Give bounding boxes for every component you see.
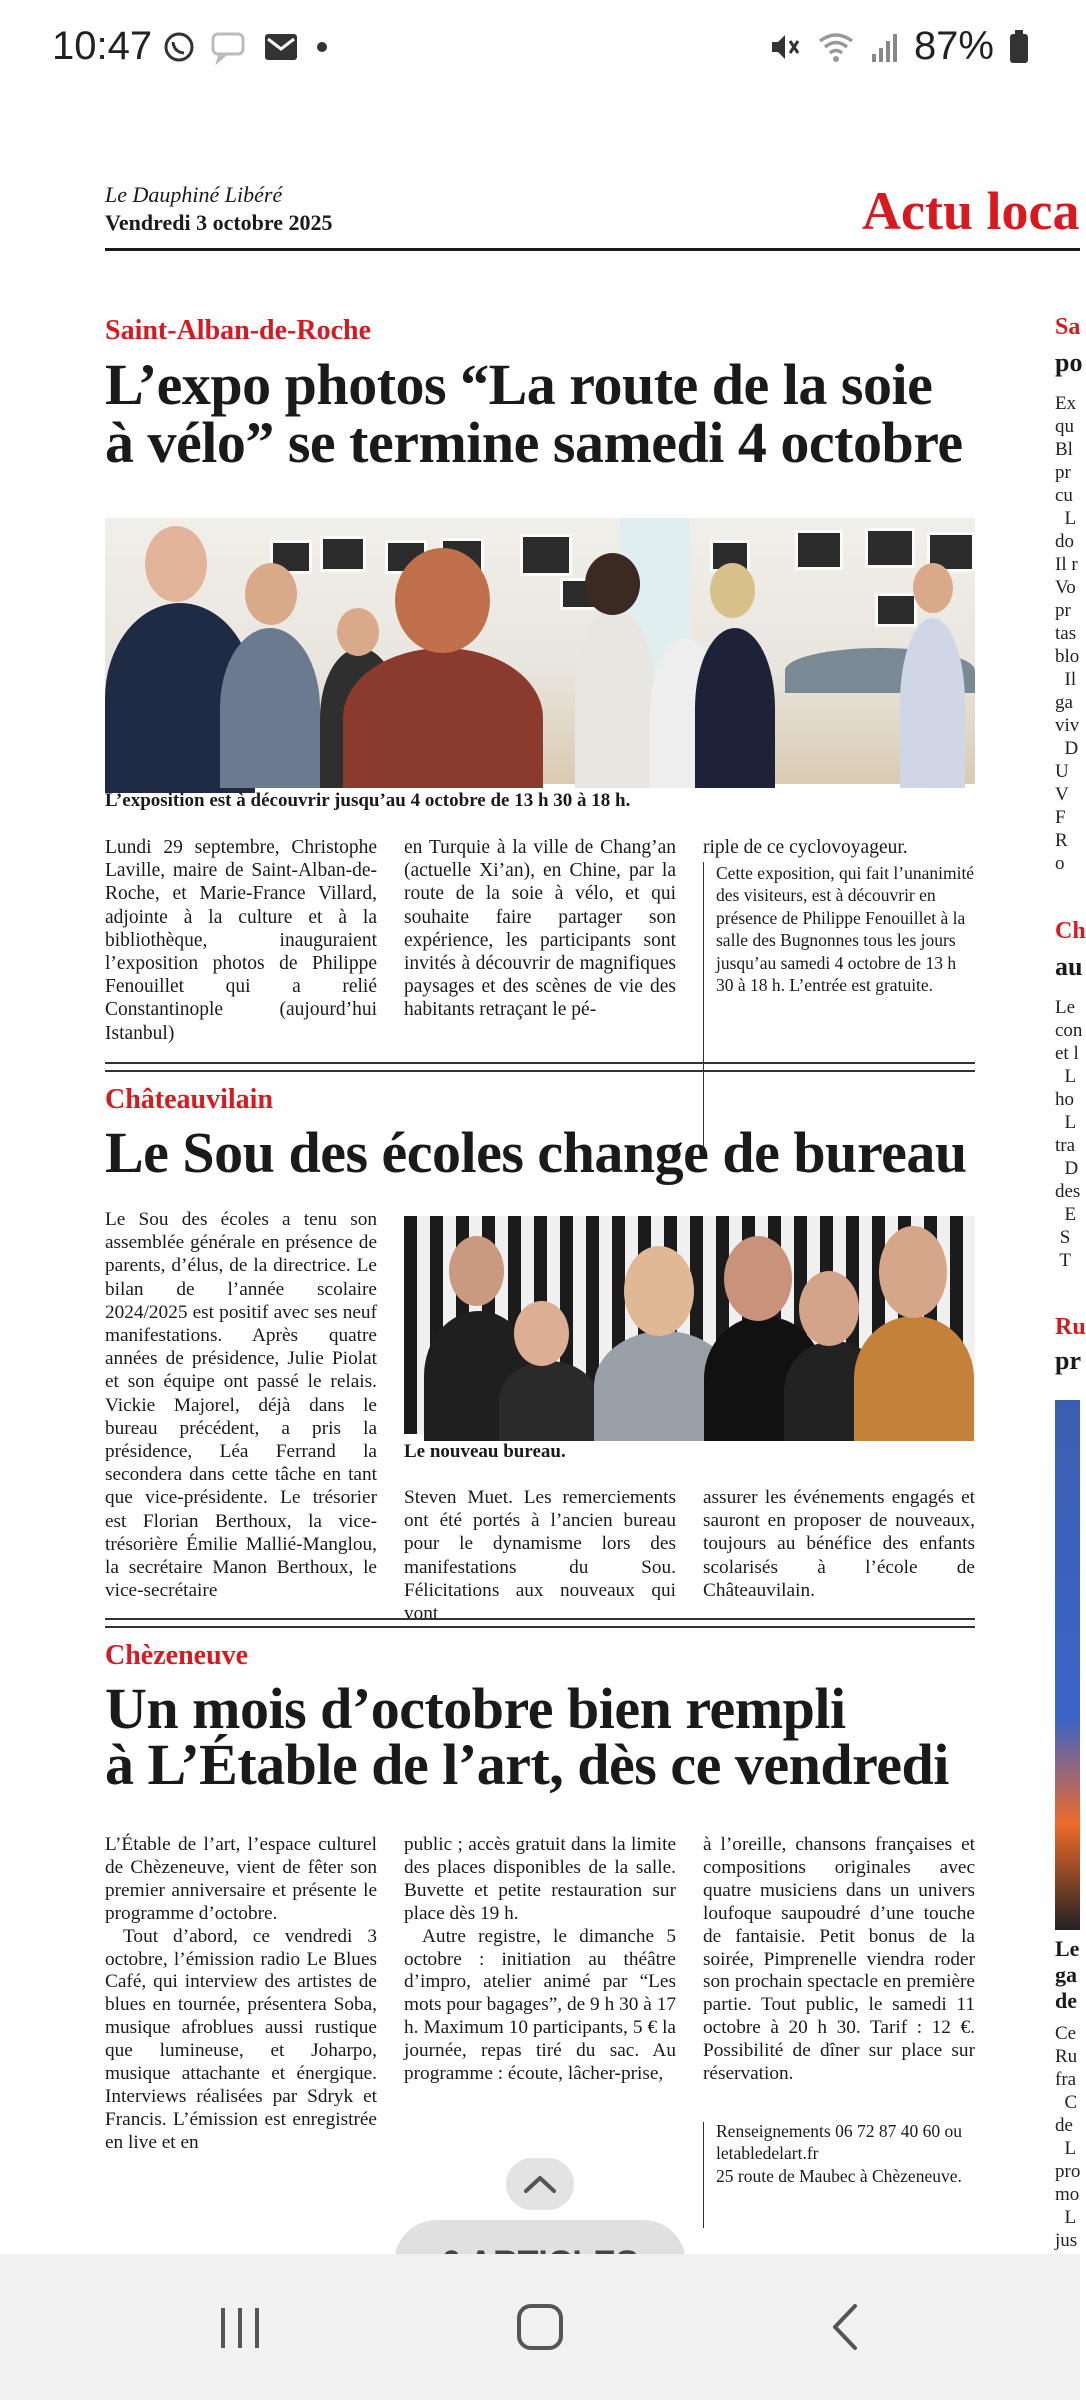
exhibition-photo [105, 518, 975, 784]
article-headline-line1: Un mois d’octobre bien rempli [105, 1676, 846, 1741]
strip-photo [1055, 1400, 1080, 1930]
expand-articles-button[interactable] [506, 2158, 574, 2210]
home-icon [515, 2302, 565, 2352]
article-kicker: Châteauvilain [105, 1084, 274, 1115]
article-headline-line2: à vélo” se termine samedi 4 octobre [105, 410, 963, 475]
publication-name: Le Dauphiné Libéré [105, 182, 283, 207]
battery-percent: 87% [913, 24, 994, 68]
info-box: Renseignements 06 72 87 40 60 ou letabledelart.fr 25 route de Maubec à Chèzeneuve. [716, 2121, 962, 2186]
article-column: Steven Muet. Les remerciements ont été portés à l’ancien bureau pour le dynamisme lors des manifestations du Sou. Félicitations aux nouveaux qui vont [404, 1487, 676, 1625]
section-divider [105, 1062, 975, 1072]
chevron-up-icon [522, 2173, 558, 2195]
article-column: L’Étable de l’art, l’espace culturel de Chèzeneuve, vient de fêter son premier anniversaire et présente le programme d’octobre. Tout d’abord, ce vendredi 3 octobre, l’émission radio Le Blues Café, qui interview des artistes de blues en tournée, présentera Soba, musique afroblues aussi rustique que lumineuse, et Joharpo, musique attachante et énergique. Interviews réalisées par Sdryk et Francis. L’émission est enregistrée en live et en [105, 1834, 377, 2153]
column-rule [703, 2122, 704, 2228]
system-icons [766, 24, 1030, 69]
notification-icons [162, 30, 330, 64]
article-headline: Le Sou des écoles change de bureau [105, 1120, 967, 1185]
status-time: 10:47 [52, 24, 153, 68]
back-icon [821, 2302, 871, 2352]
mail-icon [262, 30, 300, 64]
article-column: Lundi 29 septembre, Christophe Laville, maire de Saint-Alban-de-Roche, et Marie-France Villard, adjointe à la culture et à la bibliothèque, inauguraient l’exposition photos de Philippe Fenouillet qui a relié Constantinople (aujourd’hui Istanbul) [105, 837, 377, 1044]
back-button[interactable] [806, 2294, 886, 2360]
article-column: en Turquie à la ville de Chang’an (actuelle Xi’an), en Chine, par la route de la soie à vélo, et qui souhaite faire partager son expérience, les participants sont invités à découvrir de magnifiques paysages et des scènes de vie des habitants retraçant le pé- [404, 837, 676, 1021]
article-column: assurer les événements engagés et sauront en proposer de nouveaux, toujours au bénéfice des enfants scolarisés à l’école de Châteauvilain. [703, 1487, 975, 1601]
signal-icon [870, 30, 900, 64]
photo-caption: L’exposition est à découvrir jusqu’au 4 octobre de 13 h 30 à 18 h. [105, 790, 631, 811]
publication-date: Vendredi 3 octobre 2025 [105, 210, 333, 235]
masthead-rule [105, 248, 1080, 251]
navigation-bar [0, 2254, 1080, 2400]
article-headline-line1: L’expo photos “La route de la soie [105, 352, 933, 417]
new-board-photo [404, 1216, 975, 1434]
article-column: à l’oreille, chansons françaises et compositions originales avec quatre musiciens dans un univers loufoque saupoudré d’une touche de fantaisie. Petit bonus de la soirée, Pimprenelle viendra roder son prochain spectacle en première partie. Tout public, le samedi 11 octobre à 20 h 30. Tarif : 12 €. Possibilité de dîner sur place sur réservation. [703, 1834, 975, 2085]
article-kicker: Chèzeneuve [105, 1640, 249, 1671]
article-column: riple de ce cyclovoyageur. [703, 837, 908, 858]
photo-caption: Le nouveau bureau. [404, 1441, 566, 1462]
section-divider [105, 1618, 975, 1628]
section-title: Actu loca [862, 181, 1080, 241]
dot-icon [314, 39, 330, 55]
home-button[interactable] [500, 2294, 580, 2360]
status-bar [0, 0, 1080, 100]
article-kicker: Saint-Alban-de-Roche [105, 315, 372, 346]
info-box: Cette exposition, qui fait l’unanimité des visiteurs, est à découvrir en présence de Philippe Fenouillet à la salle des Bugnonnes tous les jours jusqu’au samedi 4 octobre de 13 h 30 à 18 h. L’entrée est gratuite. [716, 863, 975, 996]
article-column: Le Sou des écoles a tenu son assemblée générale en présence de parents, d’élus, de la directrice. Le bilan de l’année scolaire 2024/2025 est positif avec ses neuf manifestations. Après quatre années de présidence, Julie Piolat et son équipe ont passé le relais. Vickie Majorel, déjà dans le bureau précédent, a pris la présidence, Léa Ferrand la secondera dans cette tâche en tant que vice-présidente. Le trésorier est Florian Berthoux, la vice-trésorière Émilie Mallié-Manglou, la secrétaire Manon Berthoux, le vice-secrétaire [105, 1209, 377, 1602]
chat-icon [210, 30, 248, 64]
battery-icon [1008, 29, 1030, 65]
mute-icon [766, 29, 802, 65]
wifi-icon [816, 29, 856, 65]
recent-apps-icon [215, 2302, 265, 2352]
article-column: public ; accès gratuit dans la limite des places disponibles de la salle. Buvette et petite restauration sur place dès 19 h. Autre registre, le dimanche 5 octobre : initiation au théâtre d’impro, atelier animé par “Les mots pour bagages”, de 9 h 30 à 17 h. Maximum 10 participants, 5 € la journée, repas tiré du sac. Au programme : écoute, lâcher-prise, [404, 1834, 676, 2085]
recent-apps-button[interactable] [200, 2294, 280, 2360]
article-headline-line2: à L’Étable de l’art, dès ce vendredi [105, 1732, 949, 1797]
newspaper-page[interactable]: Le Dauphiné Libéré Vendredi 3 octobre 2025 Actu loca Saint-Alban-de-Roche L’expo photos “La route de la soie à vélo” se termine samedi 4 octobre L’exposition est à découvrir jusqu’au 4 octobre de 13 h 30 à 18 h. Lundi 29 septembre, Christophe Laville, maire de Saint-Alban-de-Roche, et Marie-France Villard, adjointe à la culture et à la bibliothèque, inauguraient l’exposition photos de Philippe Fenouillet qui a relié Constantinople (aujourd’hui Istanbul) en Turquie à la ville de Chang’an (actuelle Xi’an), en Chine, par la route de la soie à vélo, et qui souhaite faire partager son expérience, les participants sont invités à découvrir de magnifiques paysages et des scènes de vie des habitants retraçant le pé- riple de ce cyclovoyageur. Cette exposition, qui fait l’unanimité des visiteurs, est à découvrir en présence de Philippe Fenouillet à la salle des Bugnonnes tous les jours jusqu’au samedi 4 octobre de 13 h 30 à 18 h. L’entrée est gratuite. Châteauvilain Le Sou des écoles change de bureau Le Sou des écoles a tenu son assemblée générale en présence de parents, d’élus, de la directrice. Le bilan de l’année scolaire 2024/2025 est positif avec ses neuf manifestations. Après quatre années de présidence, Julie Piolat et son équipe ont passé le relais. Vickie Majorel, déjà dans le bureau précédent, a pris la présidence, Léa Ferrand la secondera dans cette tâche en tant que vice-présidente. Le trésorier est Florian Berthoux, la vice-trésorière Émilie Mallié-Manglou, la secrétaire Manon Berthoux, le vice-secrétaire Le nouveau bureau. Steven Muet. Les remerciements ont été portés à l’ancien bureau pour le dynamisme lors des manifestations du Sou. Félicitations aux nouveaux qui vont assurer les événements engagés et sauront en proposer de nouveaux, toujours au bénéfice des enfants scolarisés à l’école de Châteauvilain. Chèzeneuve Un mois d’octobre bien rempli à L’Étable de l’art, dès ce vendredi L’Étable de l’art, l’espace culturel de Chèzeneuve, vient de fêter son premier anniversaire et présente le programme d’octobre. Tout d’abord, ce vendredi 3 octobre, l’émission radio Le Blues Café, qui interview des artistes de blues en tournée, présentera Soba, musique afroblues aussi rustique que lumineuse, et Joharpo, musique attachante et énergique. Interviews réalisées par Sdryk et Francis. L’émission est enregistrée en live et en public ; accès gratuit dans la limite des places disponibles de la salle. Buvette et petite restauration sur place dès 19 h. Autre registre, le dimanche 5 octobre : initiation au théâtre d’impro, atelier animé par “Les mots pour bagages”, de 9 h 30 à 17 h. Maximum 10 participants, 5 € la journée, repas tiré du sac. Au programme : écoute, lâcher-prise, à l’oreille, chansons françaises et compositions originales avec quatre musiciens dans un univers loufoque saupoudré d’une touche de fantaisie. Petit bonus de la soirée, Pimprenelle viendra roder son prochain spectacle en première partie. Tout public, le samedi 11 octobre à 20 h 30. Tarif : 12 €. Possibilité de dîner sur place sur réservation. Renseignements 06 72 87 40 60 ou letabledelart.fr 25 route de Maubec à Chèzeneuve. Sa po Ex qu Bl pr cu L do Il r Vo pr tas blo Il ga viv D U V F R o Ch au Le con et l L ho L tra D des E S T Ru pr Le ga de Ce Ru fra C de L pro mo L jus [0, 100, 1080, 2254]
column-rule [703, 862, 704, 1146]
whatsapp-icon [162, 30, 196, 64]
